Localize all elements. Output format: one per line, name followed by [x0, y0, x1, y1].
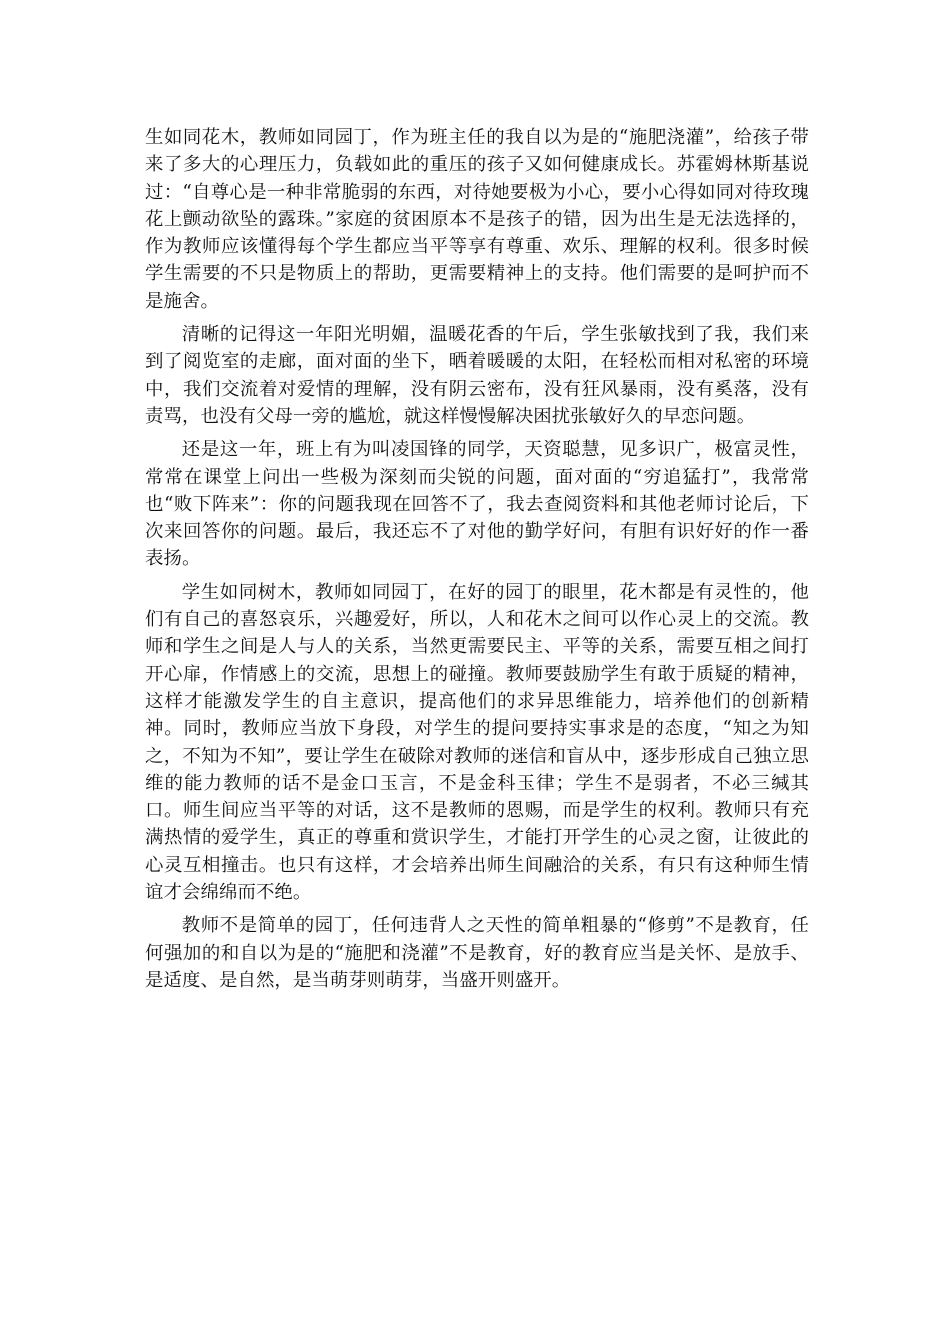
- paragraph: 学生如同树木，教师如同园丁，在好的园丁的眼里，花木都是有灵性的，他们有自己的喜怒哀乐，兴趣爱好，所以，人和花木之间可以作心灵上的交流。教师和学生之间是人与人的关系，当然更需要民主、平等的关系，需要互相之间打开心扉，作情感上的交流，思想上的碰撞。教师要鼓励学生有敢于质疑的精神，这样才能激发学生的自主意识，提高他们的求异思维能力，培养他们的创新精神。同时，教师应当放下身段，对学生的提问要持实事求是的态度，“知之为知之，不知为不知”，要让学生在破除对教师的迷信和盲从中，逐步形成自己独立思维的能力教师的话不是金口玉言，不是金科玉律；学生不是弱者，不必三缄其口。师生间应当平等的对话，这不是教师的恩赐，而是学生的权利。教师只有充满热情的爱学生，真正的尊重和赏识学生，才能打开学生的心灵之窗，让彼此的心灵互相撞击。也只有这样，才会培养出师生间融洽的关系，有只有这种师生情谊才会绵绵而不绝。: [145, 581, 809, 904]
- paragraph: 还是这一年，班上有为叫凌国锋的同学，天资聪慧，见多识广，极富灵性，常常在课堂上问出一些极为深刻而尖锐的问题，面对面的“穷追猛打”，我常常也“败下阵来”：你的问题我现在回答不了，我去查阅资料和其他老师讨论后，下次来回答你的问题。最后，我还忘不了对他的勤学好问，有胆有识好好的作一番表扬。: [145, 439, 809, 570]
- paragraph-continued: 生如同花木，教师如同园丁，作为班主任的我自以为是的“施肥浇灌”，给孩子带来了多大的心理压力，负载如此的重压的孩子又如何健康成长。苏霍姆林斯基说过：“自尊心是一种非常脆弱的东西，对待她要极为小心，要小心得如同对待玫瑰花上颤动欲坠的露珠。”家庭的贫困原本不是孩子的错，因为出生是无法选择的，作为教师应该懂得每个学生都应当平等享有尊重、欢乐、理解的权利。很多时候学生需要的不只是物质上的帮助，更需要精神上的支持。他们需要的是呵护而不是施舍。: [145, 127, 809, 312]
- document-body: [145, 124, 809, 1000]
- paragraph: 清晰的记得这一年阳光明媚，温暖花香的午后，学生张敏找到了我，我们来到了阅览室的走廊，面对面的坐下，晒着暖暖的太阳，在轻松而相对私密的环境中，我们交流着对爱情的理解，没有阴云密布，没有狂风暴雨，没有奚落，没有责骂，也没有父母一旁的尴尬，就这样慢慢解决困扰张敏好久的早恋问题。: [145, 324, 809, 427]
- paragraph: 教师不是简单的园丁，任何违背人之天性的简单粗暴的“修剪”不是教育，任何强加的和自以为是的“施肥和浇灌”不是教育，好的教育应当是关怀、是放手、是适度、是自然，是当萌芽则萌芽，当盛开则盛开。: [145, 915, 809, 991]
